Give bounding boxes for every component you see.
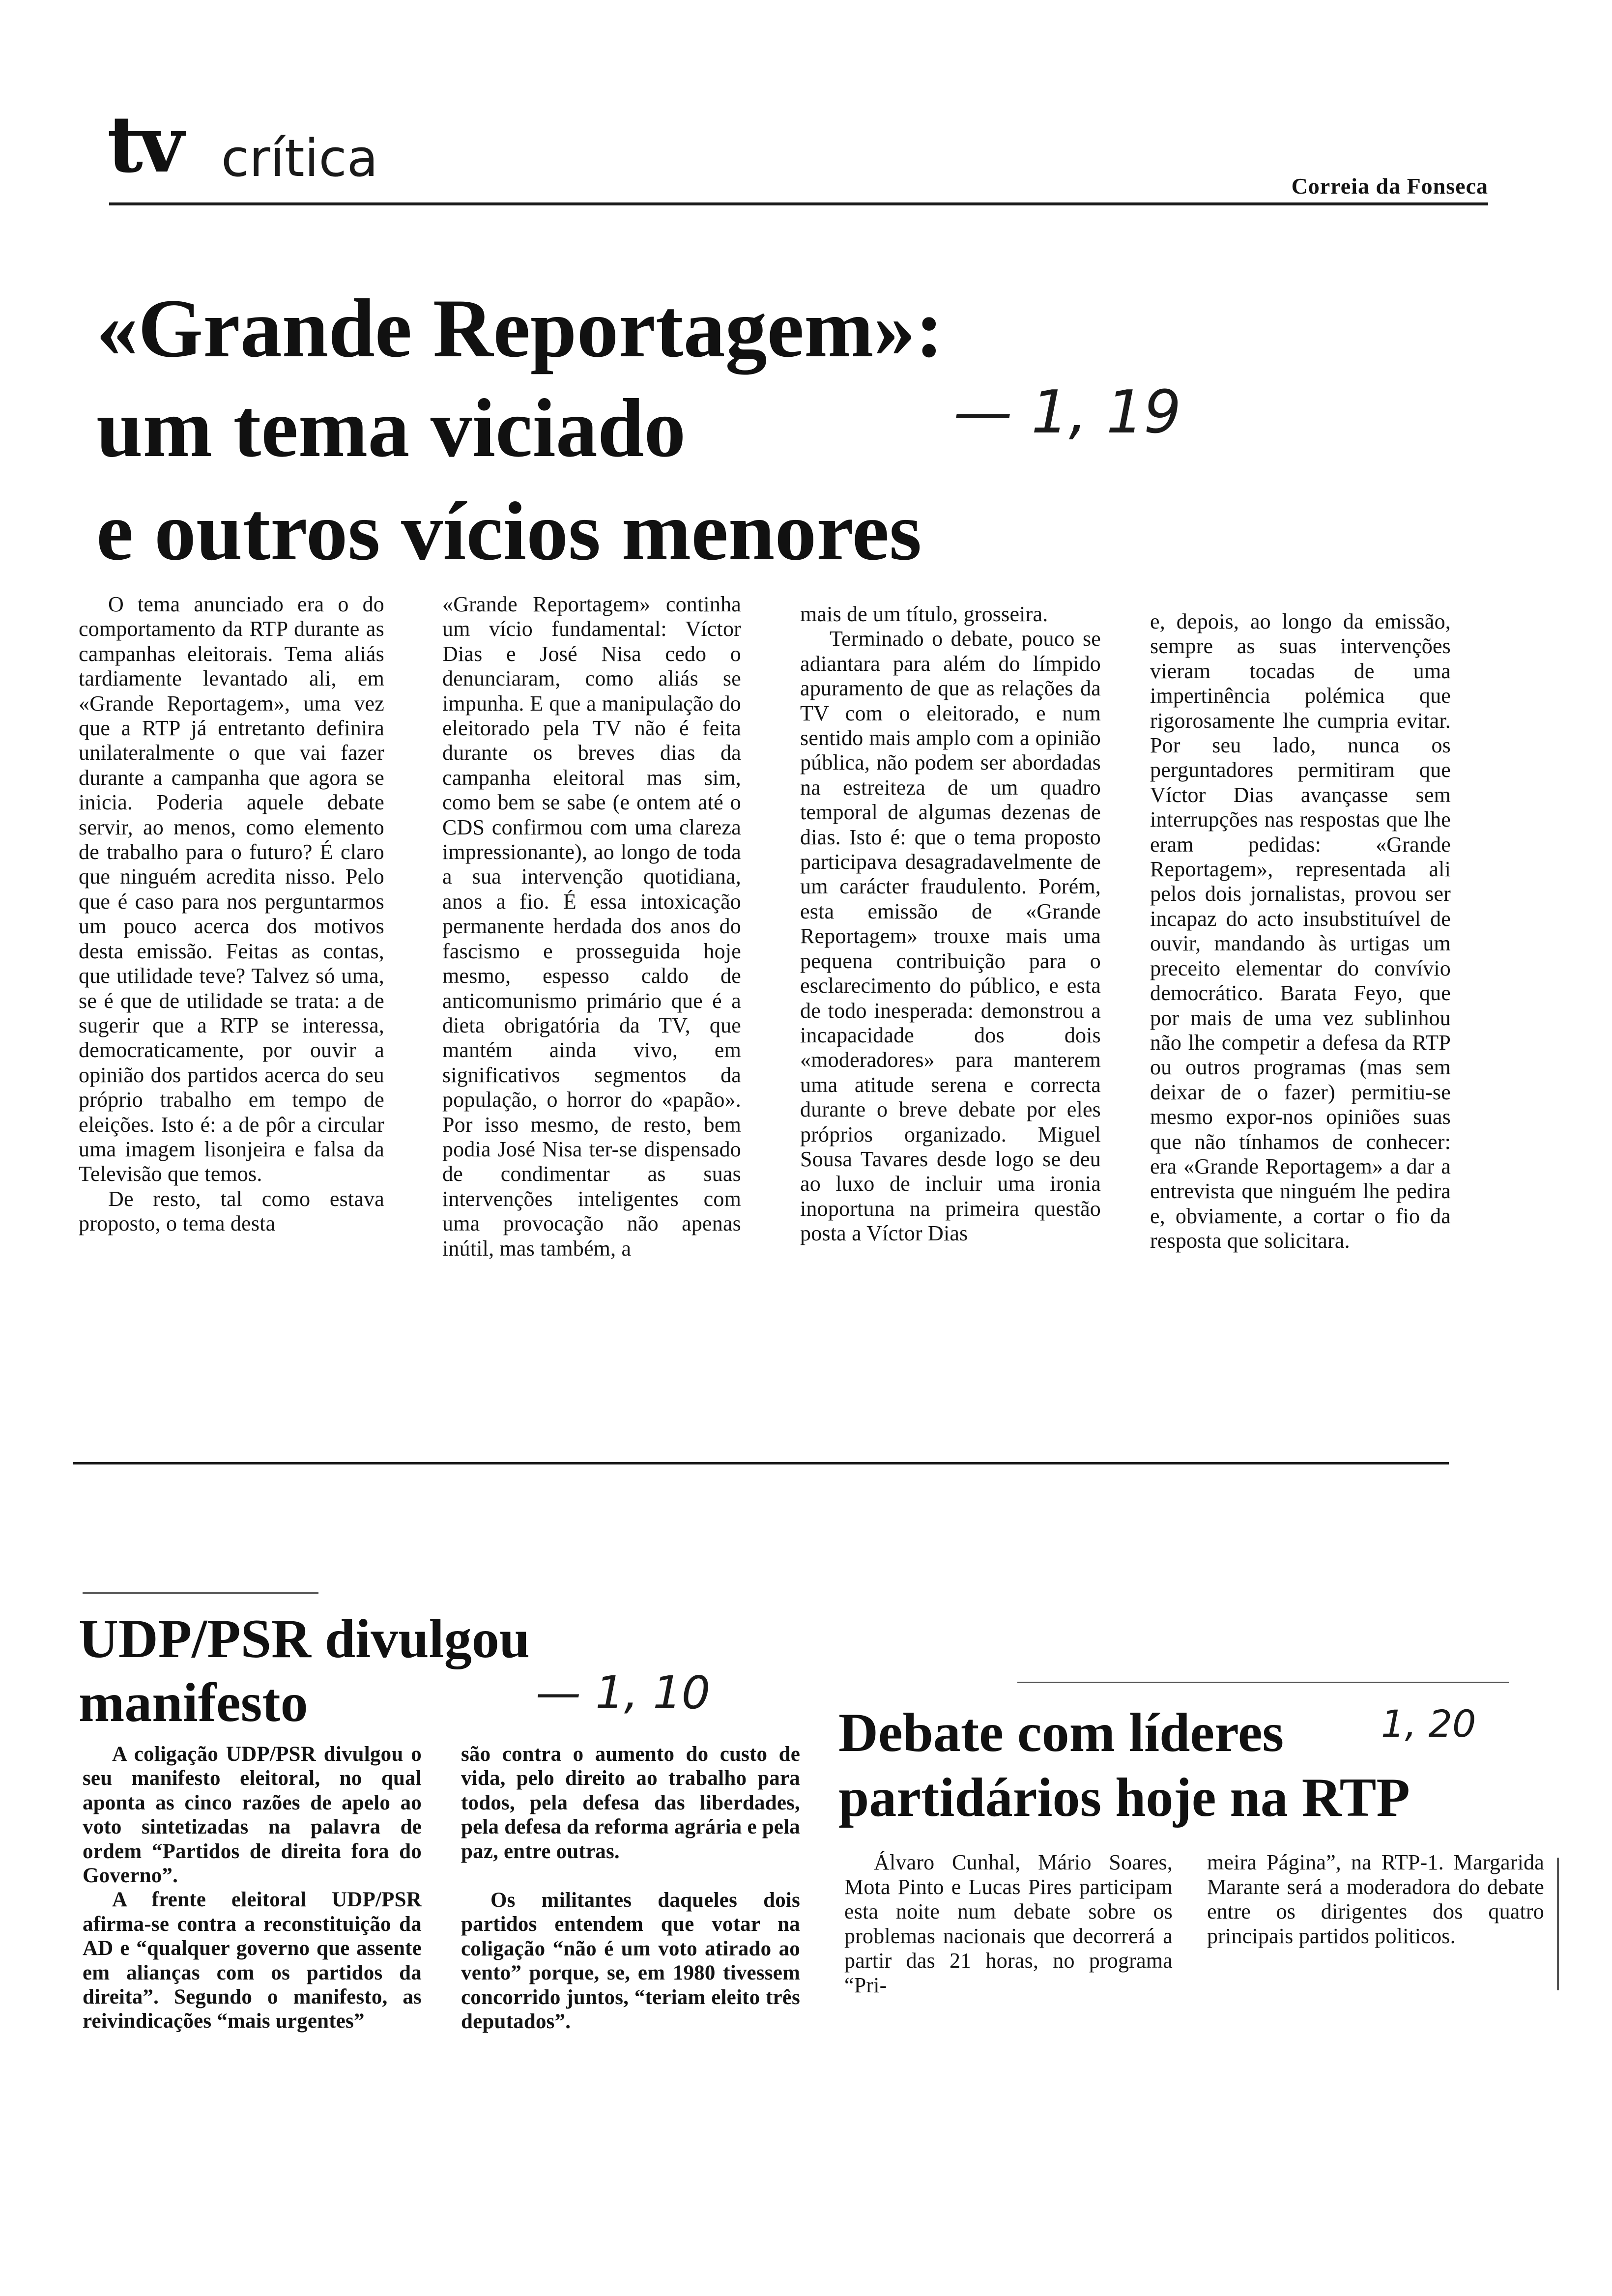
article1-headline-line-2: um tema viciado: [96, 382, 686, 474]
article1-paragraph: Terminado o debate, pouco se adiantara para além do límpido apuramento de que as relações da TV com o eleitorado, e num sentido mais amplo com a opinião pública, não podem ser abordadas na estreiteza de um quadro temporal de algumas dezenas de dias. Isto é: que o tema proposto participava desagradavelmente de um carácter fraudulento. Porém, esta emissão de «Grande Reportagem» trouxe mais uma pequena contribuição para o esclarecimento do público, e esta de todo inesperada: demonstrou a incapacidade dos dois «moderadores» para manterem uma atitude serena e correcta durante o breve debate por eles próprios organizado. Miguel Sousa Tavares desde logo se deu ao luxo de incluir uma ironia inoportuna na primeira questão posta a Víctor Dias: [800, 627, 1101, 1246]
article2-headline: [79, 1607, 530, 1735]
article2-top-rule: [83, 1592, 318, 1594]
masthead-rule: [109, 202, 1488, 205]
article1-paragraph: mais de um título, grosseira.: [800, 602, 1048, 626]
article2-headline-line-2: manifesto: [79, 1672, 308, 1733]
article1-column-4: [1150, 609, 1451, 1254]
article2-column-2: [461, 1742, 800, 2034]
author-byline: Correia da Fonseca: [1291, 173, 1488, 199]
masthead-section: crítica: [221, 128, 378, 188]
article2-handwritten-ref: — 1, 10: [536, 1666, 711, 1719]
article1-paragraph: «Grande Reportagem» continha um vício fundamental: Víctor Dias e José Nisa cedo o denunciaram, como aliás se impunha. E que a manipulação do eleitorado pela TV não é feita durante os breves dias da campanha eleitoral mas sim, como bem se sabe (e ontem até o CDS confirmou com uma clareza impressionante), ao longo de toda a sua intervenção quotidiana, anos a fio. É essa intoxicação permanente herdada dos anos do fascismo e prosseguida hoje mesmo, espesso caldo de anticomunismo primário que é a dieta obrigatória da TV, que mantém ainda vivo, em significativos segmentos da população, o horror do «papão». Por isso mesmo, de resto, bem podia José Nisa ter-se dispensado de condimentar as suas intervenções inteligentes com uma provocação não apenas inútil, mas também, a: [442, 592, 741, 1261]
article3-headline-line-2: partidários hoje na RTP: [838, 1767, 1410, 1828]
article2-paragraph: A coligação UDP/PSR divulgou o seu manifesto eleitoral, no qual aponta as cinco razões de apelo ao voto sintetizadas na palavra de ordem “Partidos de direita fora do Governo”.: [83, 1743, 422, 1888]
article3-handwritten-ref: 1, 20: [1381, 1702, 1476, 1746]
article3-column-1: [844, 1850, 1173, 1998]
article1-bottom-rule: [73, 1462, 1449, 1464]
article3-headline: [838, 1700, 1410, 1830]
article1-headline: [96, 280, 943, 583]
article1-handwritten-ref: — 1, 19: [953, 378, 1181, 447]
article1-paragraph: De resto, tal como estava proposto, o tema desta: [79, 1186, 384, 1236]
article1-paragraph: e, depois, ao longo da emissão, sempre as suas intervenções vieram tocadas de uma impertinência polémica que rigorosamente lhe cumpria evitar. Por seu lado, nunca os perguntadores permitiram que Víctor Dias avançasse sem interrupções nas respostas que lhe eram pedidas: «Grande Reportagem», representada ali pelos dois jornalistas, provou ser incapaz do acto insubstituível de ouvir, mandando às urtigas um preceito elementar do convívio democrático. Barata Feyo, que por mais de uma vez sublinhou não lhe competir a defesa da RTP ou outros programas (mas sem deixar de o fazer) permitiu-se mesmo expor-nos opiniões suas que não tínhamos de conhecer: era «Grande Reportagem» a dar a entrevista que ninguém lhe pedira e, obviamente, a cortar o fio da resposta que solicitara.: [1150, 609, 1451, 1253]
article3-paragraph: meira Página”, na RTP-1. Margarida Marante será a moderadora do debate entre os dirigentes dos quatro principais partidos politicos.: [1207, 1850, 1544, 1948]
article1-column-3: [800, 602, 1101, 1246]
article3-top-rule: [1017, 1682, 1509, 1683]
article3-side-mark: [1557, 1858, 1559, 1990]
masthead-logo: [107, 101, 180, 189]
article3-column-2: [1207, 1850, 1544, 1949]
article1-headline-line-3: e outros vícios menores: [96, 485, 922, 577]
article2-headline-line-1: UDP/PSR divulgou: [79, 1608, 530, 1669]
tv-logo-text: tv: [107, 99, 180, 190]
article3-headline-line-1: Debate com líderes: [838, 1702, 1284, 1763]
article1-paragraph: O tema anunciado era o do comportamento da RTP durante as campanhas eleitorais. Tema aliás tardiamente levantado ali, em «Grande Reportagem», uma vez que a RTP já entretanto definira unilateralmente o que vai fazer durante a campanha que agora se inicia. Poderia aquele debate servir, ao menos, como elemento de trabalho para o futuro? É claro que ninguém acredita nisso. Pelo que é caso para nos perguntarmos um pouco acerca dos motivos desta emissão. Feitas as contas, que utilidade teve? Talvez só uma, se é que de utilidade se trata: a de sugerir que a RTP se interessa, democraticamente, por ouvir a opinião dos partidos acerca do seu próprio trabalho em tempo de eleições. Isto é: a de pôr a circular uma imagem lisonjeira e falsa da Televisão que temos.: [79, 592, 384, 1186]
article1-headline-line-1: «Grande Reportagem»:: [96, 282, 944, 374]
article1-column-1: [79, 592, 384, 1236]
article1-column-2: [442, 592, 741, 1261]
article3-paragraph: Álvaro Cunhal, Mário Soares, Mota Pinto e Lucas Pires participam esta noite num debate sobre os problemas nacionais que decorrerá a partir das 21 horas, no programa “Pri-: [844, 1850, 1173, 1997]
article2-paragraph: A frente eleitoral UDP/PSR afirma-se contra a reconstituição da AD e “qualquer governo que assente em alianças com os partidos da direita”. Segundo o manifesto, as reivindicações “mais urgentes”: [83, 1888, 422, 2033]
article2-column-1: [83, 1742, 422, 2034]
article2-paragraph: são contra o aumento do custo de vida, pelo direito ao trabalho para todos, pela defesa das liberdades, pela defesa da reforma agrária e pela paz, entre outras.: [461, 1743, 800, 1863]
article2-paragraph: Os militantes daqueles dois partidos entendem que votar na coligação “não é um voto atirado ao vento” porque, se, em 1980 tivessem concorrido juntos, “teriam eleito três deputados”.: [461, 1889, 800, 2034]
